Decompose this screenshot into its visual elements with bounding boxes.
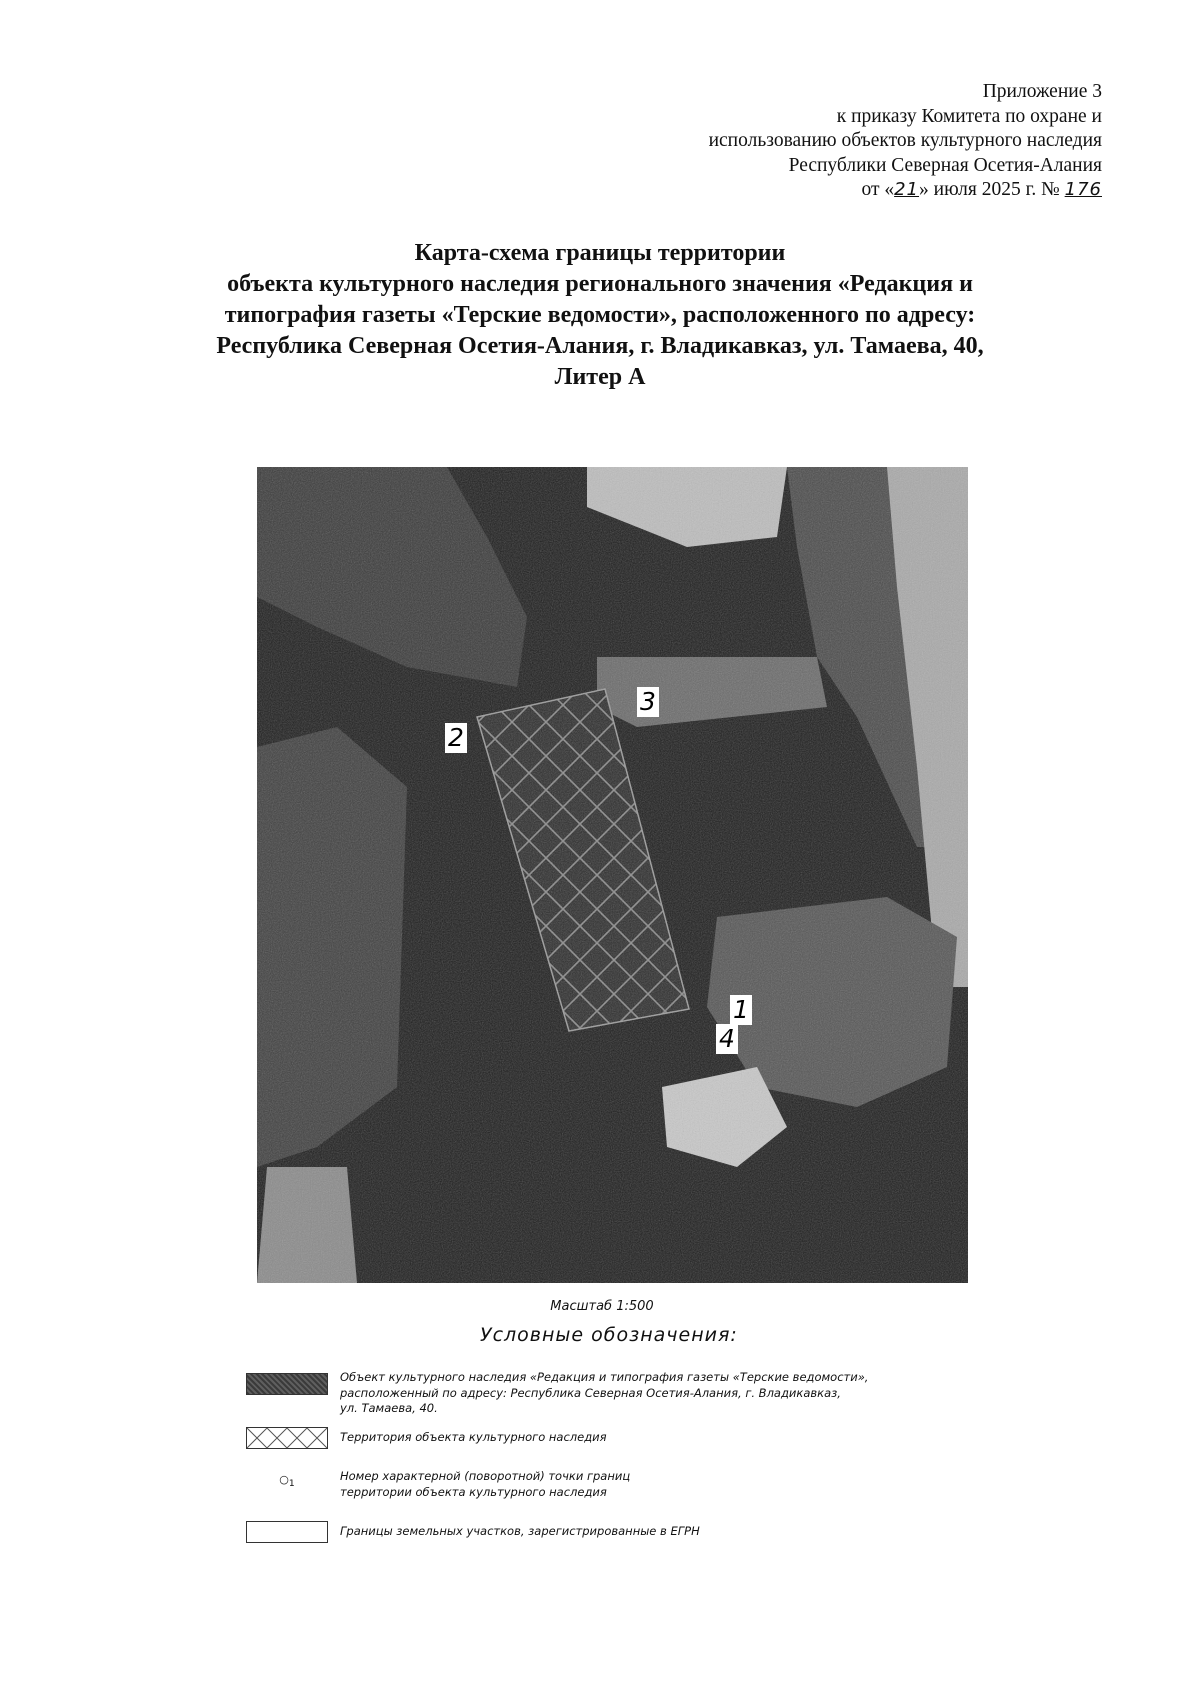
document-title — [120, 238, 1080, 393]
appendix-line-4: Республики Северная Осетия-Алания — [788, 154, 1102, 176]
object-swatch — [246, 1373, 328, 1395]
date-middle: » июля 2025 г. № — [919, 179, 1060, 200]
legend-point-line-1: Номер характерной (поворотной) точки границ — [340, 1469, 631, 1483]
legend-point-line-2: территории объекта культурного наследия — [340, 1484, 607, 1499]
appendix-line-3: использованию объектов культурного наследия — [708, 130, 1102, 151]
title-line-5: Литер А — [554, 364, 646, 390]
appendix-line-2: к приказу Комитета по охране и — [836, 105, 1102, 127]
boundary-point-4: 4 — [716, 1024, 738, 1054]
aerial-map-image — [257, 467, 968, 1283]
appendix-header — [502, 80, 1102, 203]
date-prefix: от « — [861, 179, 895, 200]
legend-territory-text: Территория объекта культурного наследия — [340, 1430, 607, 1444]
order-number: 176 — [1064, 179, 1102, 200]
title-line-4: Республика Северная Осетия-Алания, г. Владикавказ, ул. Тамаева, 40, — [216, 333, 984, 359]
legend-object-text — [340, 1370, 980, 1417]
legend-object-line-2: расположенный по адресу: Республика Северная Осетия-Алания, г. Владикавказ, — [340, 1385, 841, 1400]
map-texture — [257, 467, 968, 1283]
map-scale: Масштаб 1:500 — [550, 1299, 654, 1314]
legend-point-text — [340, 1469, 980, 1500]
legend-object-line-3: ул. Тамаева, 40. — [340, 1401, 438, 1415]
boundary-point-2: 2 — [445, 723, 467, 753]
legend-object-line-1: Объект культурного наследия «Редакция и типография газеты «Терские ведомости», — [340, 1370, 869, 1384]
title-line-3: типография газеты «Терские ведомости», расположенного по адресу: — [224, 302, 976, 328]
appendix-line-1: Приложение 3 — [982, 81, 1102, 102]
boundary-point-1: 1 — [730, 995, 752, 1025]
territory-hatch-symbol — [247, 1428, 327, 1448]
parcel-swatch — [246, 1521, 328, 1543]
point-symbol: $○_1$ — [279, 1473, 295, 1490]
territory-swatch — [246, 1427, 328, 1449]
point-symbol-number: 1 — [288, 1478, 295, 1490]
title-line-1: Карта-схема границы территории — [414, 240, 786, 266]
title-line-2: объекта культурного наследия регионального значения «Редакция и — [227, 271, 973, 297]
legend-parcels-text: Границы земельных участков, зарегистрированные в ЕГРН — [340, 1524, 700, 1538]
order-day: 21 — [894, 179, 920, 200]
appendix-date-line — [502, 178, 1102, 203]
legend-title: Условные обозначения: — [480, 1324, 738, 1346]
aerial-map — [257, 467, 968, 1283]
boundary-point-3: 3 — [637, 687, 659, 717]
